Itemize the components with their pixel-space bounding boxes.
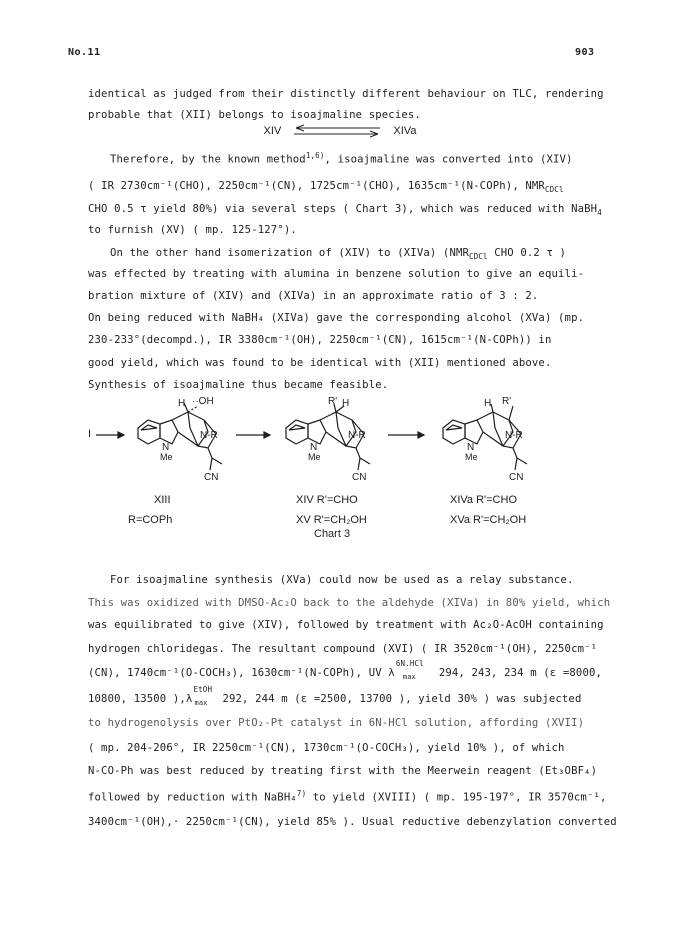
text-line: This was oxidized with DMSO-Ac₂O back to the aldehyde (XIVa) in 80% yield, which bbox=[88, 597, 611, 609]
atom-h: H bbox=[178, 398, 186, 409]
chart-title: Chart 3 bbox=[314, 528, 351, 540]
atom-nr: N-R bbox=[348, 430, 366, 441]
text-line: was effected by treating with alumina in benzene solution to give an equili- bbox=[88, 268, 585, 280]
atom-n: N bbox=[310, 442, 318, 453]
text-line: (CN), 1740cm⁻¹(O-COCH₃), 1630cm⁻¹(N-COPh), UV λ 6N.HCl max 294, 243, 234 m (ε =8000, bbox=[88, 659, 603, 681]
equilibrium-arrows-icon bbox=[292, 124, 382, 138]
text-line: ( IR 2730cm⁻¹(CHO), 2250cm⁻¹(CN), 1725cm⁻¹(CHO), 1635cm⁻¹(N-COPh), $NMR_{CDCl}$ bbox=[88, 180, 564, 195]
text-line: For isoajmaline synthesis (XVa) could now be used as a relay substance. bbox=[110, 574, 574, 586]
text-line: was equilibrated to give (XIV), followed by treatment with Ac₂O-AcOH containing bbox=[88, 619, 604, 631]
text-line: N-CO-Ph was best reduced by treating first with the Meerwein reagent (Et₃OBF₄) bbox=[88, 765, 598, 777]
atom-nr: N-R bbox=[200, 430, 218, 441]
text-line: to furnish (XV) ( mp. 125-127°). bbox=[88, 224, 297, 236]
text-line: followed by reduction with NaBH₄$^{7)}$ to yield (XVIII) ( mp. 195-197°, IR 3570cm⁻¹, bbox=[88, 789, 607, 804]
compound-label-xiva: XIVa R'=CHO bbox=[450, 494, 517, 506]
reaction-scheme bbox=[88, 398, 608, 548]
atom-h: H bbox=[484, 398, 492, 409]
text-line: to hydrogenolysis over PtO₂-Pt catalyst in 6N-HCl solution, affording (XVII) bbox=[88, 717, 585, 729]
atom-me: Me bbox=[308, 452, 321, 462]
text-line: Synthesis of isoajmaline thus became feasible. bbox=[88, 379, 389, 391]
atom-me: Me bbox=[160, 452, 173, 462]
start-label: I bbox=[88, 428, 92, 440]
compound-sub-xiii: R=COPh bbox=[128, 514, 173, 526]
text-line: ( mp. 204-206°, IR 2250cm⁻¹(CN), 1730cm⁻¹(O-COCH₃), yield 10% ), of which bbox=[88, 742, 565, 754]
atom-oh: ··OH bbox=[192, 396, 214, 407]
text-line: 10800, 13500 ),λ EtOH max 292, 244 m (ε =2500, 13700 ), yield 30% ) was subjected bbox=[88, 685, 582, 707]
atom-h: H bbox=[342, 398, 350, 409]
atom-cn: CN bbox=[204, 472, 219, 483]
atom-nr: N-R bbox=[505, 430, 523, 441]
atom-n: N bbox=[467, 442, 475, 453]
text-line: identical as judged from their distinctly different behaviour on TLC, rendering bbox=[88, 88, 604, 100]
atom-n: N bbox=[162, 442, 170, 453]
atom-r: R' bbox=[328, 396, 338, 407]
text-line: On being reduced with NaBH₄ (XIVa) gave the corresponding alcohol (XVa) (mp. bbox=[88, 312, 585, 324]
text-line: 3400cm⁻¹(OH),· 2250cm⁻¹(CN), yield 85% ). Usual reductive debenzylation converted bbox=[88, 816, 617, 828]
atom-r: R' bbox=[502, 396, 512, 407]
text-line: On the other hand isomerization of (XIV) to (XIVa) ($NMR_{CDCl}$ CHO 0.2 τ ) bbox=[110, 247, 567, 262]
compound-label-xiv: XIV R'=CHO bbox=[296, 494, 358, 506]
compound-sub-xva: XVa R'=CH₂OH bbox=[450, 514, 527, 526]
page-number: 903 bbox=[575, 47, 595, 58]
atom-cn: CN bbox=[509, 472, 524, 483]
equilibrium-left: XIV bbox=[263, 124, 282, 137]
text-line: bration mixture of (XIV) and (XIVa) in an approximate ratio of 3 : 2. bbox=[88, 290, 539, 302]
equilibrium-equation bbox=[0, 124, 680, 138]
text-line: 230-233°(decompd.), IR 3380cm⁻¹(OH), 2250cm⁻¹(CN), 1615cm⁻¹(N-COPh)) in bbox=[88, 334, 552, 346]
compound-label-xiii: XIII bbox=[154, 494, 171, 506]
atom-cn: CN bbox=[352, 472, 367, 483]
text-line: CHO 0.5 τ yield 80%) via several steps ( Chart 3), which was reduced with NaBH$_4$ bbox=[88, 203, 602, 218]
text-line: hydrogen chloridegas. The resultant compound (XVI) ( IR 3520cm⁻¹(OH), 2250cm⁻¹ bbox=[88, 643, 598, 655]
text-line: probable that (XII) belongs to isoajmaline species. bbox=[88, 109, 421, 121]
journal-number: No.11 bbox=[68, 47, 101, 58]
equilibrium-right: XIVa bbox=[393, 124, 417, 137]
compound-sub-xv: XV R'=CH₂OH bbox=[296, 514, 367, 526]
text-line: Therefore, by the known method$^{1,6)}$, isoajmaline was converted into (XIV) bbox=[110, 151, 573, 166]
text-line: good yield, which was found to be identical with (XII) mentioned above. bbox=[88, 357, 552, 369]
atom-me: Me bbox=[465, 452, 478, 462]
